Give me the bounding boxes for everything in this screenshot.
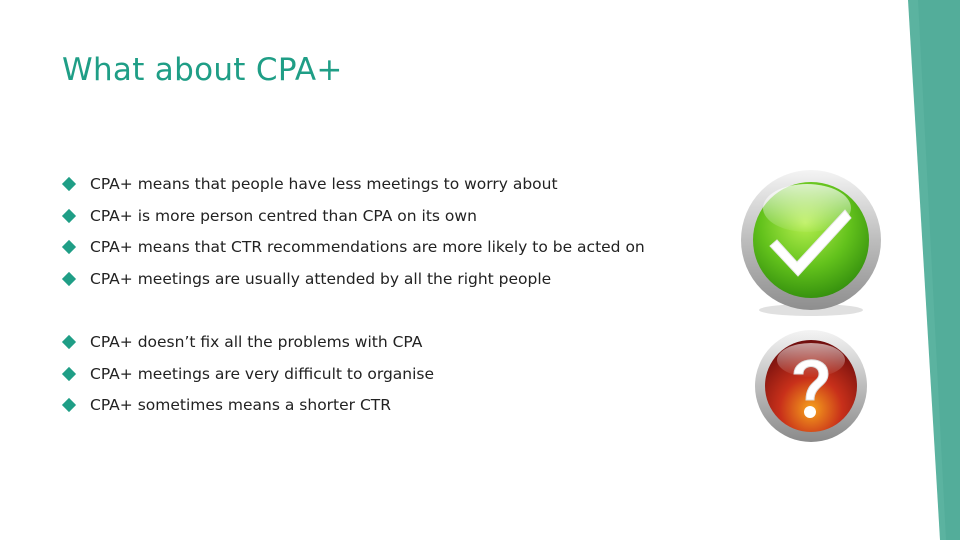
slide-title: What about CPA+ xyxy=(62,52,343,88)
diamond-bullet-icon xyxy=(62,367,76,381)
bullet-item xyxy=(62,333,422,351)
diamond-bullet-icon xyxy=(62,398,76,412)
bullet-item xyxy=(62,207,477,225)
diamond-bullet-icon xyxy=(62,177,76,191)
bullet-item xyxy=(62,175,558,193)
bullet-item xyxy=(62,365,434,383)
bullet-text: CPA+ means that CTR recommendations are more likely to be acted on xyxy=(90,238,645,256)
bullet-text: CPA+ sometimes means a shorter CTR xyxy=(90,396,392,414)
bullet-item xyxy=(62,396,391,414)
bullet-text: CPA+ means that people have less meetings to worry about xyxy=(90,175,558,193)
diamond-bullet-icon xyxy=(62,209,76,223)
bullet-text: CPA+ is more person centred than CPA on its own xyxy=(90,207,477,225)
bullet-item xyxy=(62,238,645,256)
red-question-mark-icon xyxy=(752,328,870,450)
bullet-text: CPA+ meetings are very difficult to organise xyxy=(90,365,435,383)
bullet-text: CPA+ doesn’t fix all the problems with CPA xyxy=(90,333,423,351)
bullet-item xyxy=(62,270,551,288)
diamond-bullet-icon xyxy=(62,272,76,286)
bullet-text: CPA+ meetings are usually attended by all the right people xyxy=(90,270,552,288)
diamond-bullet-icon xyxy=(62,240,76,254)
green-checkmark-icon xyxy=(733,168,889,322)
diamond-bullet-icon xyxy=(62,335,76,349)
